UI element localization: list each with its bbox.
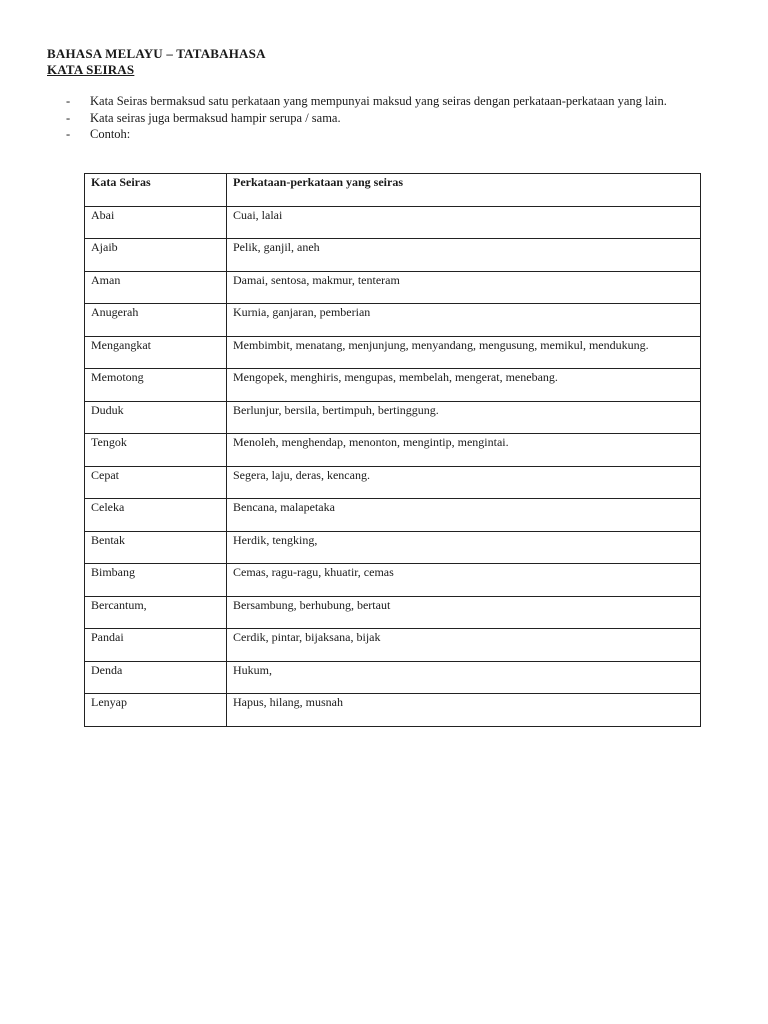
table-header-row [85,174,701,207]
table-row [85,629,701,662]
column-header-word: Kata Seiras [85,174,227,207]
word-cell: Bentak [85,531,227,564]
word-cell: Pandai [85,629,227,662]
word-cell: Duduk [85,401,227,434]
word-cell: Abai [85,206,227,239]
table-row [85,434,701,467]
word-cell: Mengangkat [85,336,227,369]
table-row [85,531,701,564]
synonyms-cell: Hapus, hilang, musnah [227,694,701,727]
word-cell: Bercantum, [85,596,227,629]
synonyms-cell: Mengopek, menghiris, mengupas, membelah, mengerat, menebang. [227,369,701,402]
word-cell: Bimbang [85,564,227,597]
table-row [85,304,701,337]
synonyms-cell: Cuai, lalai [227,206,701,239]
table-row [85,239,701,272]
list-item-text: Contoh: [90,127,131,141]
word-cell: Anugerah [85,304,227,337]
synonyms-cell: Berlunjur, bersila, bertimpuh, bertinggung. [227,401,701,434]
synonyms-cell: Segera, laju, deras, kencang. [227,466,701,499]
word-cell: Celeka [85,499,227,532]
table-row [85,596,701,629]
list-item-text: Kata Seiras bermaksud satu perkataan yang mempunyai maksud yang seiras dengan perkataan-perkataan yang lain. [90,94,667,108]
word-cell: Tengok [85,434,227,467]
word-cell: Denda [85,661,227,694]
synonyms-cell: Kurnia, ganjaran, pemberian [227,304,701,337]
table-row [85,564,701,597]
word-cell: Memotong [85,369,227,402]
word-cell: Ajaib [85,239,227,272]
bullet-dash: - [66,94,71,108]
word-cell: Lenyap [85,694,227,727]
word-cell: Cepat [85,466,227,499]
table-row [85,206,701,239]
table-row [85,466,701,499]
table-row [85,694,701,727]
table-row [85,369,701,402]
column-header-synonyms: Perkataan-perkataan yang seiras [227,174,701,207]
synonyms-cell: Membimbit, menatang, menjunjung, menyandang, mengusung, memikul, mendukung. [227,336,701,369]
synonyms-cell: Herdik, tengking, [227,531,701,564]
table-row [85,499,701,532]
synonyms-cell: Hukum, [227,661,701,694]
list-item [66,127,726,142]
table-row [85,401,701,434]
synonyms-cell: Cerdik, pintar, bijaksana, bijak [227,629,701,662]
table-row [85,661,701,694]
synonyms-cell: Bersambung, berhubung, bertaut [227,596,701,629]
synonyms-cell: Bencana, malapetaka [227,499,701,532]
document-subtitle: KATA SEIRAS [47,62,135,77]
list-item [66,94,726,109]
bullet-dash: - [66,110,71,125]
synonyms-cell: Cemas, ragu-ragu, khuatir, cemas [227,564,701,597]
synonyms-cell: Menoleh, menghendap, menonton, mengintip, mengintai. [227,434,701,467]
list-item-text: Kata seiras juga bermaksud hampir serupa / sama. [90,110,341,125]
synonyms-cell: Damai, sentosa, makmur, tenteram [227,271,701,304]
synonym-table [84,173,701,727]
synonyms-cell: Pelik, ganjil, aneh [227,239,701,272]
table-row [85,336,701,369]
intro-list [66,94,726,144]
document-title: BAHASA MELAYU – TATABAHASA [47,46,266,61]
word-cell: Aman [85,271,227,304]
table-row [85,271,701,304]
list-item [66,111,726,126]
bullet-dash: - [66,127,71,141]
